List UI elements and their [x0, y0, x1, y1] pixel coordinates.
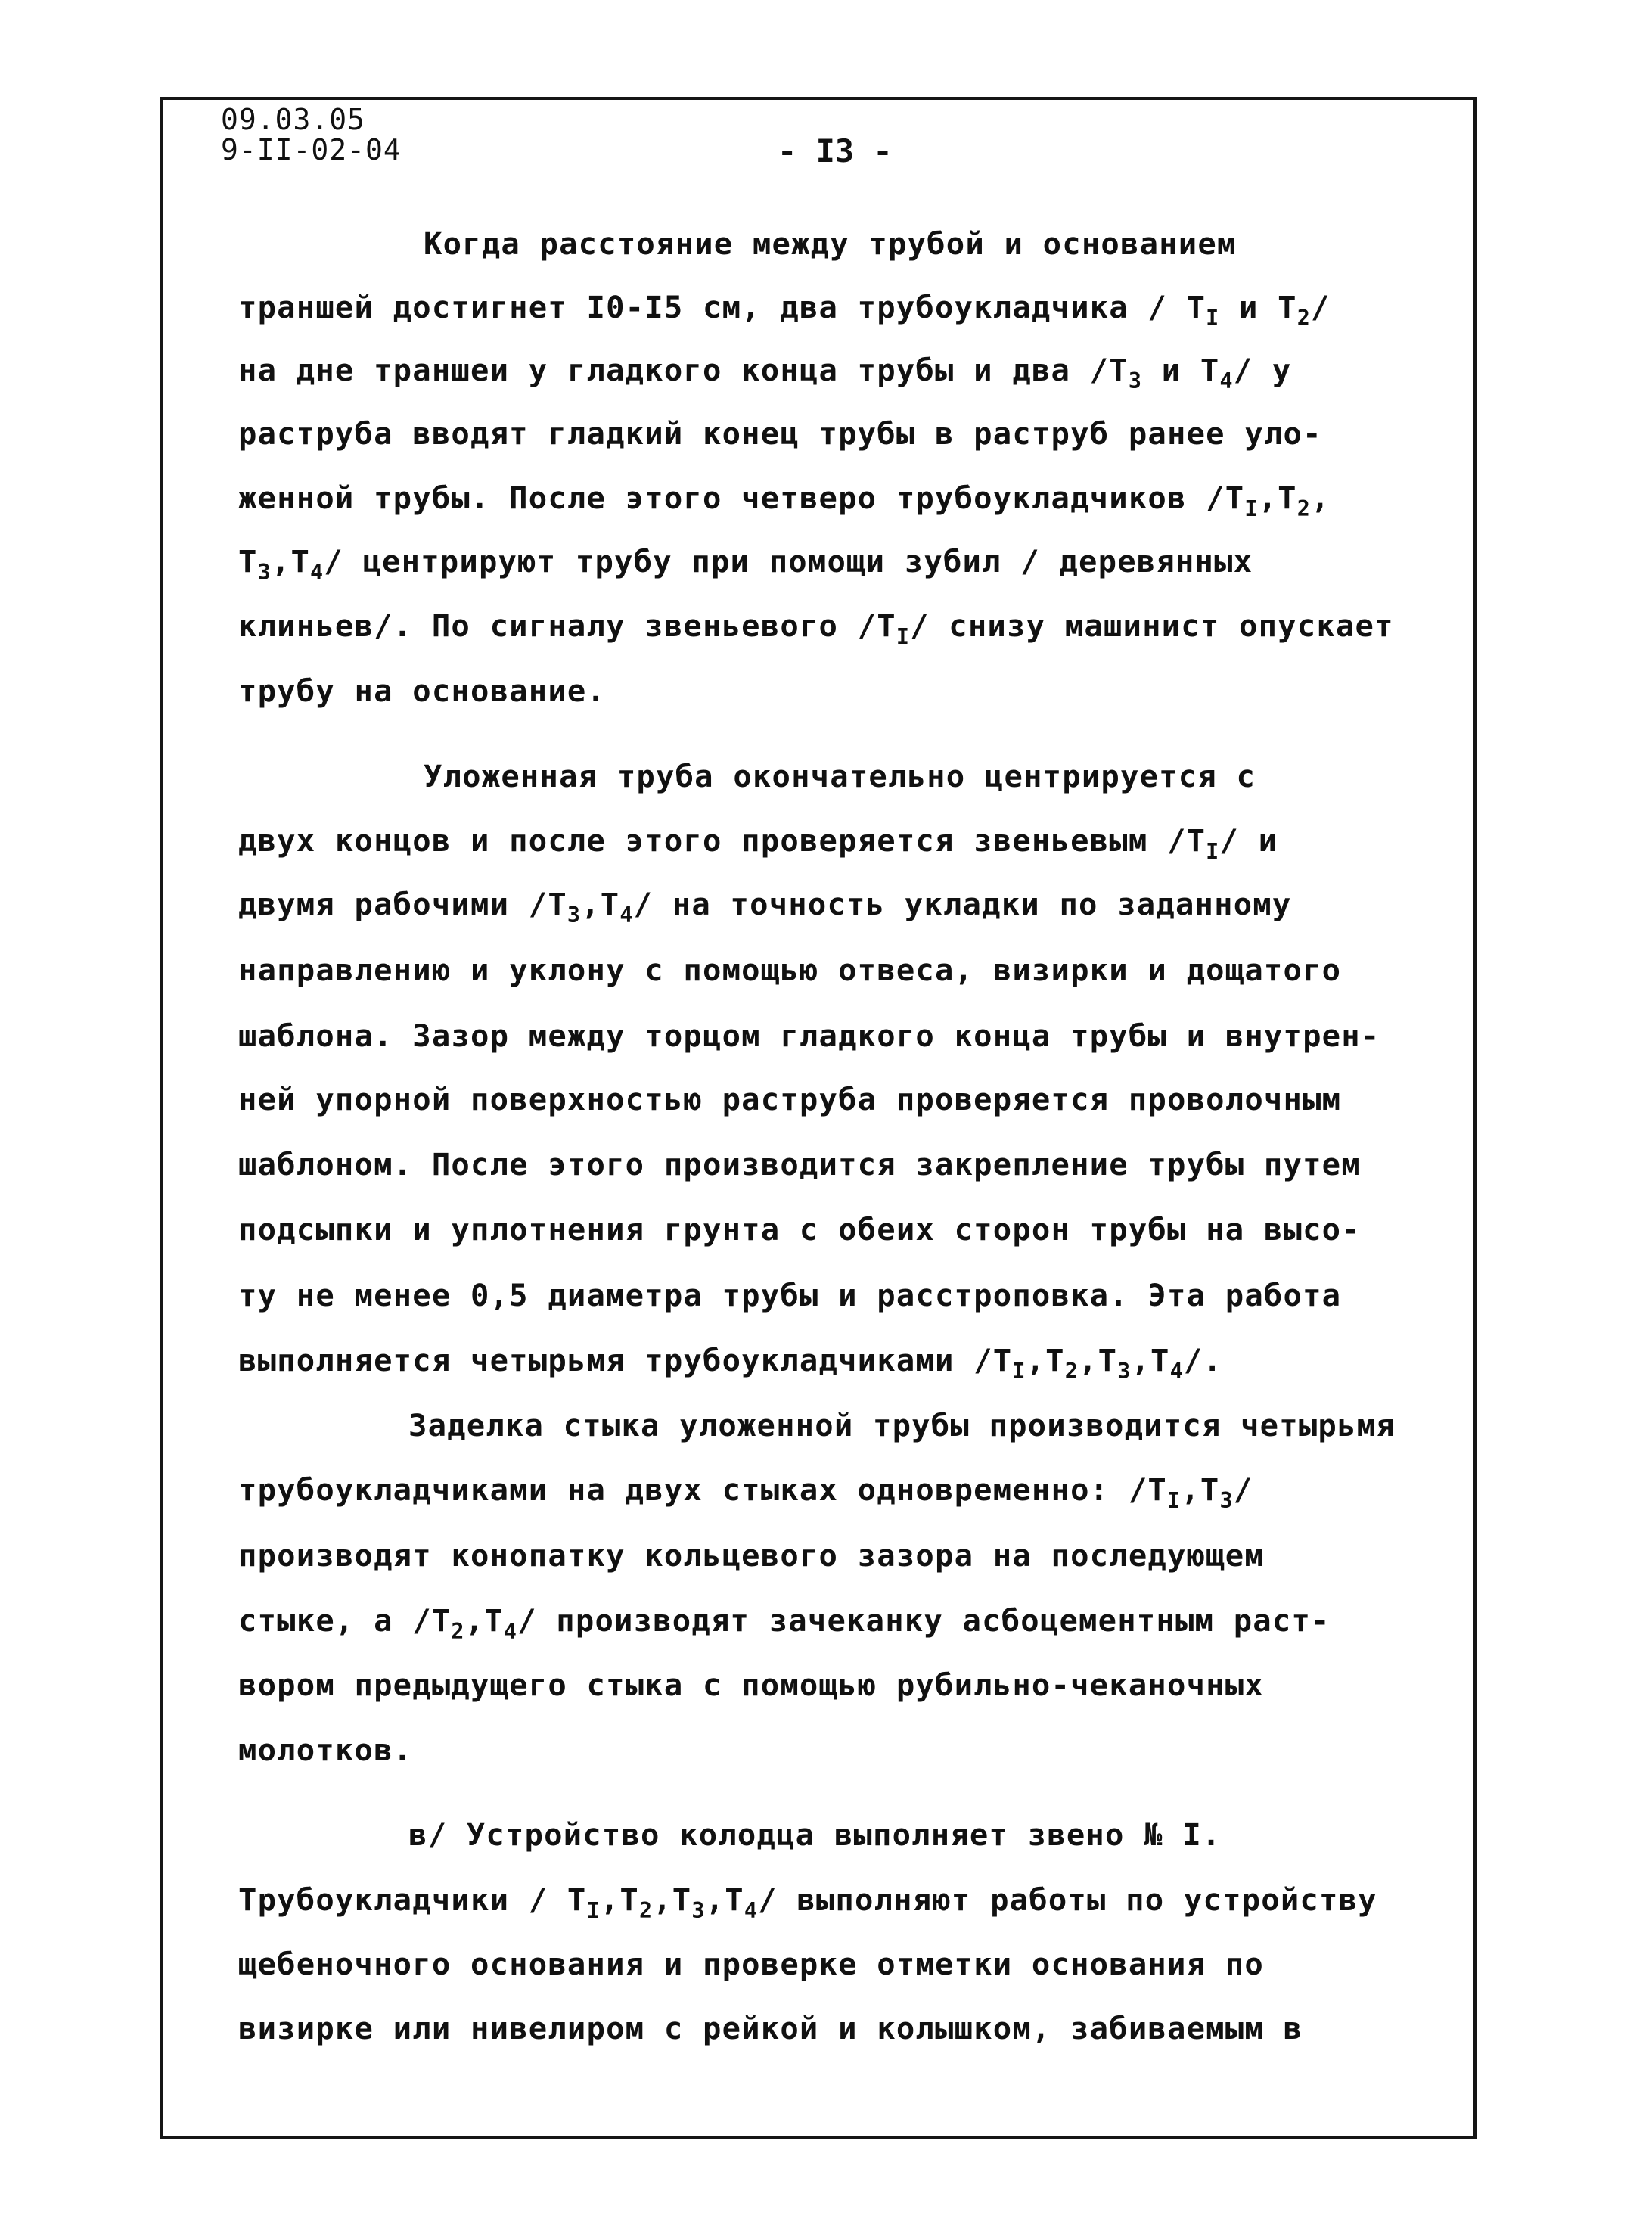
text-line: в/ Устройство колодца выполняет звено № I.	[408, 1816, 1222, 1853]
text-line: $Т_3,Т_4/$ центрируют трубу при помощи зубил / деревянных	[238, 543, 1253, 585]
text-line: двумя рабочими $/Т_3,Т_4/$ на точность укладки по заданному	[238, 886, 1292, 927]
text-line: женной трубы. После этого четверо трубоукладчиков $/Т_I,Т_2$,	[238, 480, 1331, 521]
text-line: на дне траншеи у гладкого конца трубы и два $/Т_3$ и $Т_4/$ у	[238, 352, 1292, 393]
document-code-bottom: 9-II-02-04	[221, 133, 402, 166]
text-line: визирке или нивелиром с рейкой и колышком, забиваемым в	[238, 2010, 1303, 2046]
text-line: шаблоном. После этого производится закрепление трубы путем	[238, 1146, 1361, 1182]
document-code-top: 09.03.05	[221, 103, 366, 136]
text-line: Уложенная труба окончательно центрируется с	[424, 758, 1256, 794]
text-line: молотков.	[238, 1732, 413, 1768]
text-line: производят конопатку кольцевого зазора на последующем	[238, 1537, 1264, 1574]
text-line: клиньев/. По сигналу звеньевого $/Т_I/$ снизу машинист опускает	[238, 607, 1394, 649]
text-line: трубоукладчиками на двух стыках одновременно: $/Т_I,Т_3/$	[238, 1471, 1253, 1513]
text-line: щебеночного основания и проверке отметки основания по	[238, 1946, 1264, 1982]
text-line: выполняется четырьмя трубоукладчиками $/Т_I,Т_2,Т_3,Т_4/$.	[238, 1342, 1223, 1384]
text-line: ней упорной поверхностью раструба проверяется проволочным	[238, 1081, 1342, 1117]
text-line: вором предыдущего стыка с помощью рубильно-чеканочных	[238, 1667, 1264, 1703]
text-line: стыке, а $/Т_2,Т_4/$ производят зачеканку асбоцементным раст-	[238, 1602, 1331, 1644]
text-line: подсыпки и уплотнения грунта с обеих сторон трубы на высо-	[238, 1211, 1361, 1247]
text-line: двух концов и после этого проверяется звеньевым $/Т_I/$ и	[238, 822, 1278, 864]
text-line: Заделка стыка уложенной трубы производится четырьмя	[408, 1407, 1396, 1443]
text-line: ту не менее 0,5 диаметра трубы и расстроповка. Эта работа	[238, 1277, 1342, 1313]
text-line: траншей достигнет I0-I5 см, два трубоукладчика / $Т_I$ и $Т_2/$	[238, 289, 1331, 331]
text-line: шаблона. Зазор между торцом гладкого конца трубы и внутрен-	[238, 1018, 1380, 1054]
text-line: Трубоукладчики / $Т_I,Т_2,Т_3,Т_4/$ выполняют работы по устройству	[238, 1881, 1377, 1923]
text-line: раструба вводят гладкий конец трубы в раструб ранее уло-	[238, 415, 1322, 452]
text-line: направлению и уклону с помощью отвеса, визирки и дощатого	[238, 952, 1342, 988]
page-number: - I3 -	[778, 132, 893, 169]
text-line: Когда расстояние между трубой и основанием	[424, 225, 1237, 262]
text-line: трубу на основание.	[238, 673, 607, 709]
